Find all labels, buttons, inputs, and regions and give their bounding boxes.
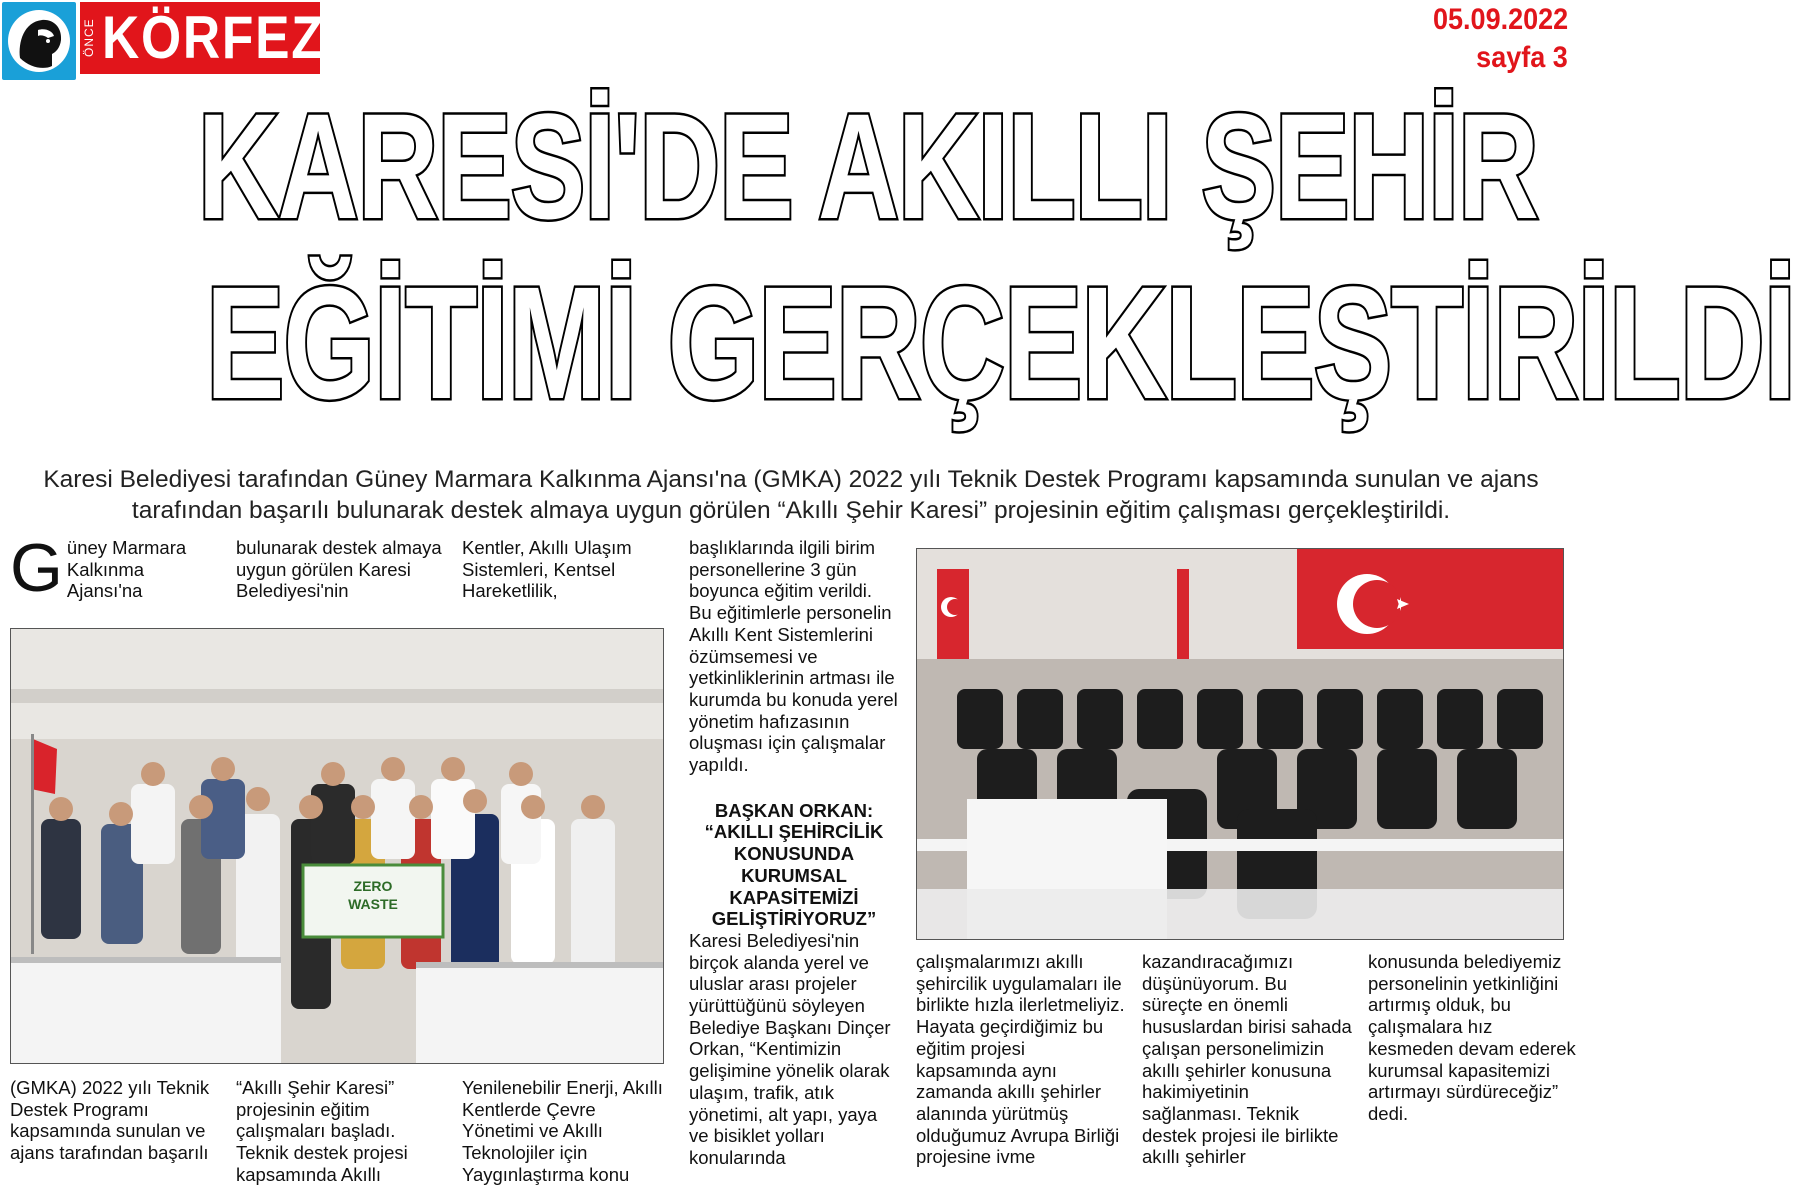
column-6: kazandıracağımızı düşünüyorum. Bu süreçte en önemli hususlardan birisi sahada çalışan personelimizin akıllı şehirler konusuna hakimiyetinin sağlanması. Teknik destek projesi ile birlikte akıllı şehirler: [1142, 951, 1352, 1168]
column-4-top-text: başlıklarında ilgili birim personellerine 3 gün boyunca eğitim verildi. Bu eğitimlerle personelin Akıllı Kent Sistemlerini özümsemesi ve yetkinliklerinin artması ile kurumda bu konuda yerel yönetim hafızasının oluşması için çalışmalar yapıldı.: [689, 537, 898, 776]
column-3-bottom: Yenilenebilir Enerji, Akıllı Kentlerde Çevre Yönetimi ve Akıllı Teknolojiler için Yaygınlaştırma konu: [462, 1077, 663, 1185]
column-3-top: Kentler, Akıllı Ulaşım Sistemleri, Kentsel Hareketlilik,: [462, 537, 632, 602]
column-2-top: bulunarak destek almaya uygun görülen Karesi Belediyesi'nin: [236, 537, 442, 602]
publication-date: 05.09.2022: [1432, 3, 1568, 36]
meeting-hall-photo: [916, 548, 1564, 940]
column-7: konusunda belediyemiz personelinin yetkinliğini artırmış olduk, bu çalışmalara hız kesmeden devam ederek kurumsal kapasitemizi artırmayı sürdüreceğiz” dedi.: [1368, 951, 1576, 1124]
logo-prefix: ÖNCE: [82, 18, 96, 58]
group-photo: [10, 628, 664, 1064]
page-number: sayfa 3: [1476, 41, 1568, 74]
subheading: BAŞKAN ORKAN: “AKILLI ŞEHİRCİLİK KONUSUNDA KURUMSAL KAPASİTEMİZİ GELİŞTİRİYORUZ”: [704, 799, 884, 930]
group-photo-image: [11, 629, 663, 1063]
sign-text-line-1: ZERO: [353, 878, 393, 894]
headline-line-2: EĞİTİMİ GERÇEKLEŞTİRİLDİ: [205, 253, 1795, 432]
column-1-bottom: (GMKA) 2022 yılı Teknik Destek Programı kapsamında sunulan ve ajans tarafından başarılı: [10, 1077, 210, 1164]
column-1-top-text: üney Marmara Kalkınma Ajansı'na: [66, 537, 187, 602]
sign-text-line-2: WASTE: [348, 896, 398, 912]
drop-cap: G: [10, 530, 63, 606]
column-4: [689, 537, 899, 1169]
headline-line-1: KARESİ'DE AKILLI ŞEHİR: [197, 82, 1538, 250]
meeting-hall-image: [917, 549, 1563, 939]
column-1-top: [10, 530, 220, 606]
logo-portrait-icon: [2, 2, 76, 80]
newspaper-logo[interactable]: [80, 2, 325, 74]
column-5: çalışmalarımızı akıllı şehircilik uygulamaları ile birlikte hızla ilerletmeliyiz. Hayata geçirdiğimiz bu eğitim projesi kapsamında aynı zamanda akıllı şehirler alanında yürütmüş olduğumuz Avrupa Birliği projesine ivme: [916, 951, 1125, 1168]
portrait-silhouette-icon: [8, 8, 70, 74]
lead-paragraph: Karesi Belediyesi tarafından Güney Marmara Kalkınma Ajansı'na (GMKA) 2022 yılı Teknik Destek Programı kapsamında sunulan ve ajans tarafından başarılı bulunarak destek almaya uygun görülen “Akıllı Şehir Karesi” projesinin eğitim çalışması gerçekleştirildi.: [43, 466, 1539, 524]
column-4-bottom-text: Karesi Belediyesi'nin birçok alanda yerel ve uluslar arası projeler yürüttüğünü söyleyen Belediye Başkanı Dinçer Orkan, “Kentimizin gelişimine yönelik olarak ulaşım, trafik, atık yönetimi, alt yapı, yaya ve bisiklet yolları konularında: [689, 929, 891, 1168]
logo-name: KÖRFEZ: [102, 4, 325, 71]
column-2-bottom: “Akıllı Şehir Karesi” projesinin eğitim çalışmaları başladı. Teknik destek projesi kapsamında Akıllı: [236, 1077, 408, 1185]
